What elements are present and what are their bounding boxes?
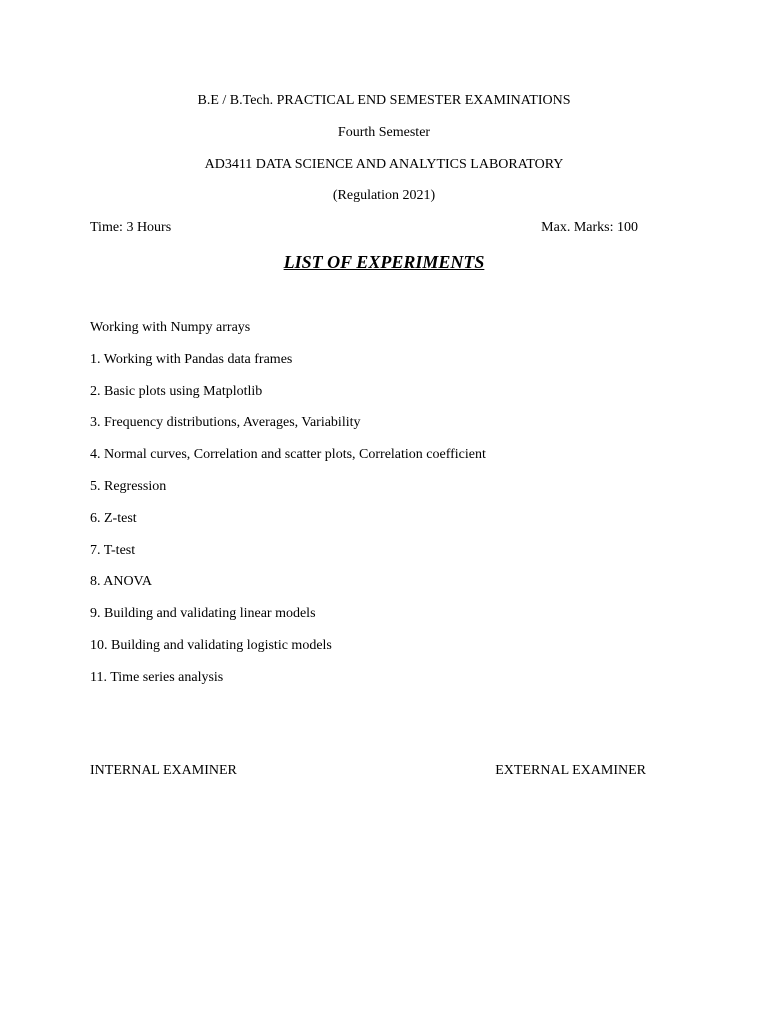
list-item: Working with Numpy arrays xyxy=(90,320,251,335)
list-item: 9. Building and validating linear models xyxy=(90,606,316,622)
list-item: 7. T-test xyxy=(90,542,136,558)
exam-title: B.E / B.Tech. PRACTICAL END SEMESTER EXAMINATIONS xyxy=(197,93,571,108)
list-item: 2. Basic plots using Matplotlib xyxy=(90,383,263,399)
list-item: 4. Normal curves, Correlation and scatter plots, Correlation coefficient xyxy=(90,447,486,463)
list-item: 10. Building and validating logistic models xyxy=(90,637,332,653)
semester-label: Fourth Semester xyxy=(337,125,431,140)
course-title: AD3411 DATA SCIENCE AND ANALYTICS LABORATORY xyxy=(204,157,564,172)
signature-row xyxy=(90,762,646,780)
list-item: 1. Working with Pandas data frames xyxy=(90,351,293,367)
list-heading: LIST OF EXPERIMENTS xyxy=(283,252,485,272)
regulation-label: (Regulation 2021) xyxy=(332,188,436,203)
list-item: 8. ANOVA xyxy=(90,574,152,590)
max-marks: Max. Marks: 100 xyxy=(541,220,638,235)
list-item: 3. Frequency distributions, Averages, Variability xyxy=(90,415,361,431)
list-item: 6. Z-test xyxy=(90,510,137,526)
external-examiner-label: EXTERNAL EXAMINER xyxy=(495,763,646,778)
experiment-list xyxy=(90,319,486,701)
exam-duration: Time: 3 Hours xyxy=(90,220,172,235)
list-item: 11. Time series analysis xyxy=(90,669,224,685)
internal-examiner-label: INTERNAL EXAMINER xyxy=(90,763,237,778)
exam-meta-row xyxy=(90,219,638,237)
list-item: 5. Regression xyxy=(90,478,167,494)
